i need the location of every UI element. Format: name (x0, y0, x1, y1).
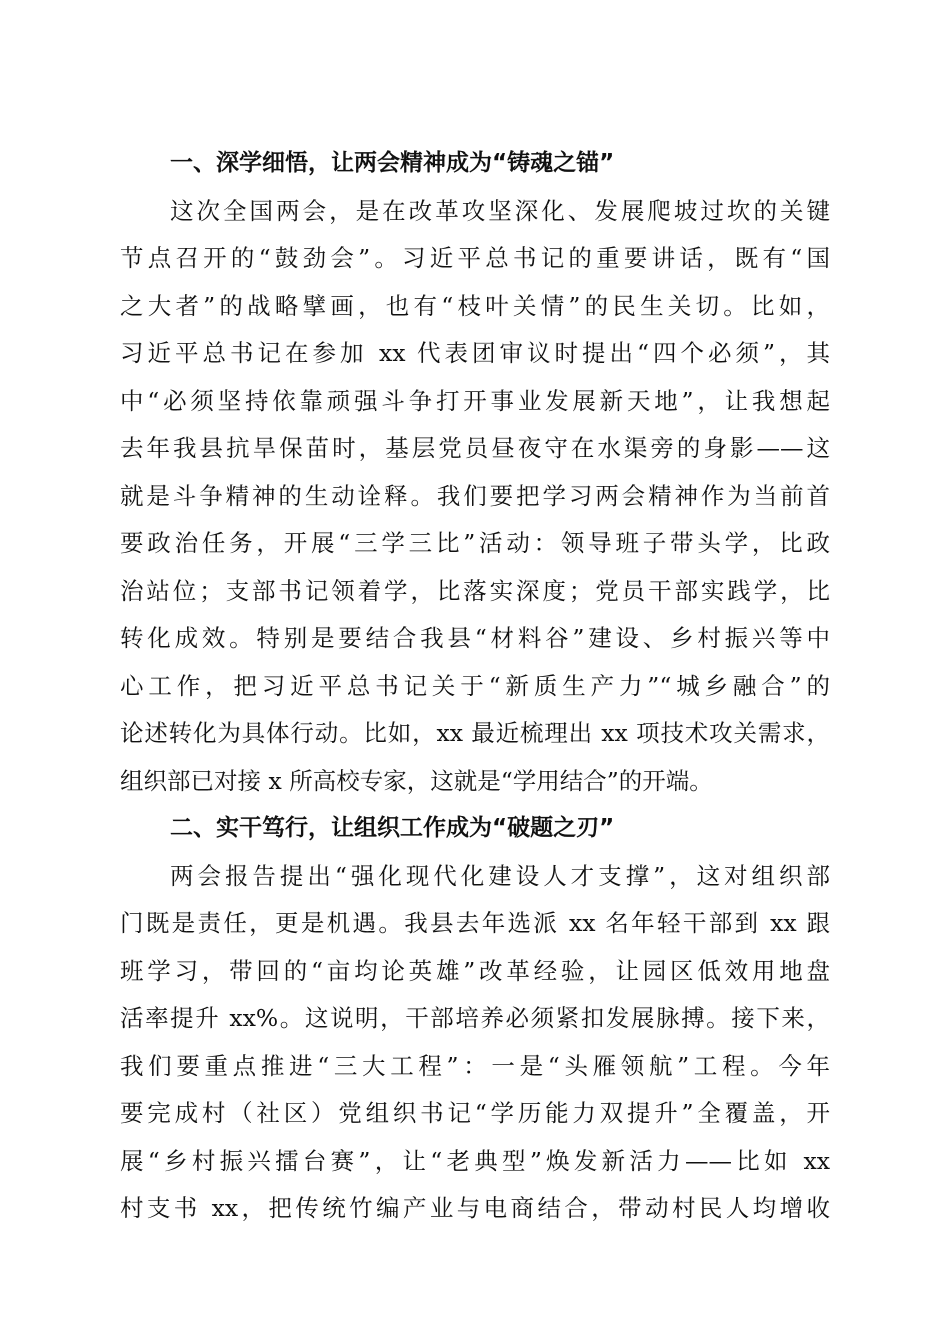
paragraph-line: 节点召开的“鼓劲会”。习近平总书记的重要讲话，既有“国 (120, 244, 830, 272)
paragraph-line: 门既是责任，更是机遇。我县去年选派 xx 名年轻干部到 xx 跟 (120, 909, 830, 937)
section-2-paragraph (120, 853, 830, 1233)
paragraph-line: 村支书 xx，把传统竹编产业与电商结合，带动村民人均增收 (120, 1194, 830, 1222)
paragraph-line: 要完成村（社区）党组织书记“学历能力双提升”全覆盖，开 (120, 1099, 830, 1127)
paragraph-line: 习近平总书记在参加 xx 代表团审议时提出“四个必须”，其 (120, 339, 830, 367)
paragraph-line: 论述转化为具体行动。比如，xx 最近梳理出 xx 项技术攻关需求， (120, 719, 830, 747)
paragraph-line: 两会报告提出“强化现代化建设人才支撑”，这对组织部 (170, 861, 830, 890)
paragraph-line: 要政治任务，开展“三学三比”活动：领导班子带头学，比政 (120, 529, 830, 557)
paragraph-line: 去年我县抗旱保苗时，基层党员昼夜守在水渠旁的身影——这 (120, 434, 830, 462)
paragraph-line: 转化成效。特别是要结合我县“材料谷”建设、乡村振兴等中 (120, 624, 830, 652)
section-2-heading: 二、实干笃行，让组织工作成为“破题之刃” (170, 815, 615, 841)
section-1-heading: 一、深学细悟，让两会精神成为“铸魂之锚” (170, 150, 615, 176)
paragraph-line: 活率提升 xx%。这说明，干部培养必须紧扣发展脉搏。接下来， (120, 1004, 830, 1032)
section-1-paragraph (120, 188, 830, 806)
paragraph-line: 就是斗争精神的生动诠释。我们要把学习两会精神作为当前首 (120, 481, 830, 510)
paragraph-line: 治站位；支部书记领着学，比落实深度；党员干部实践学，比 (120, 576, 830, 605)
paragraph-line: 我们要重点推进“三大工程”：一是“头雁领航”工程。今年 (120, 1051, 830, 1080)
paragraph-line: 班学习，带回的“亩均论英雄”改革经验，让园区低效用地盘 (120, 956, 830, 985)
paragraph-line: 中“必须坚持依靠顽强斗争打开事业发展新天地”，让我想起 (120, 386, 830, 415)
paragraph-line: 展“乡村振兴擂台赛”，让“老典型”焕发新活力——比如 xx (120, 1146, 830, 1175)
paragraph-line: 之大者”的战略擘画，也有“枝叶关情”的民生关切。比如， (120, 291, 830, 320)
paragraph-line: 心工作，把习近平总书记关于“新质生产力”“城乡融合”的 (120, 671, 830, 700)
paragraph-line: 这次全国两会，是在改革攻坚深化、发展爬坡过坎的关键 (170, 196, 830, 225)
paragraph-line: 组织部已对接 x 所高校专家，这就是“学用结合”的开端。 (120, 766, 713, 795)
document-body (120, 140, 830, 1233)
